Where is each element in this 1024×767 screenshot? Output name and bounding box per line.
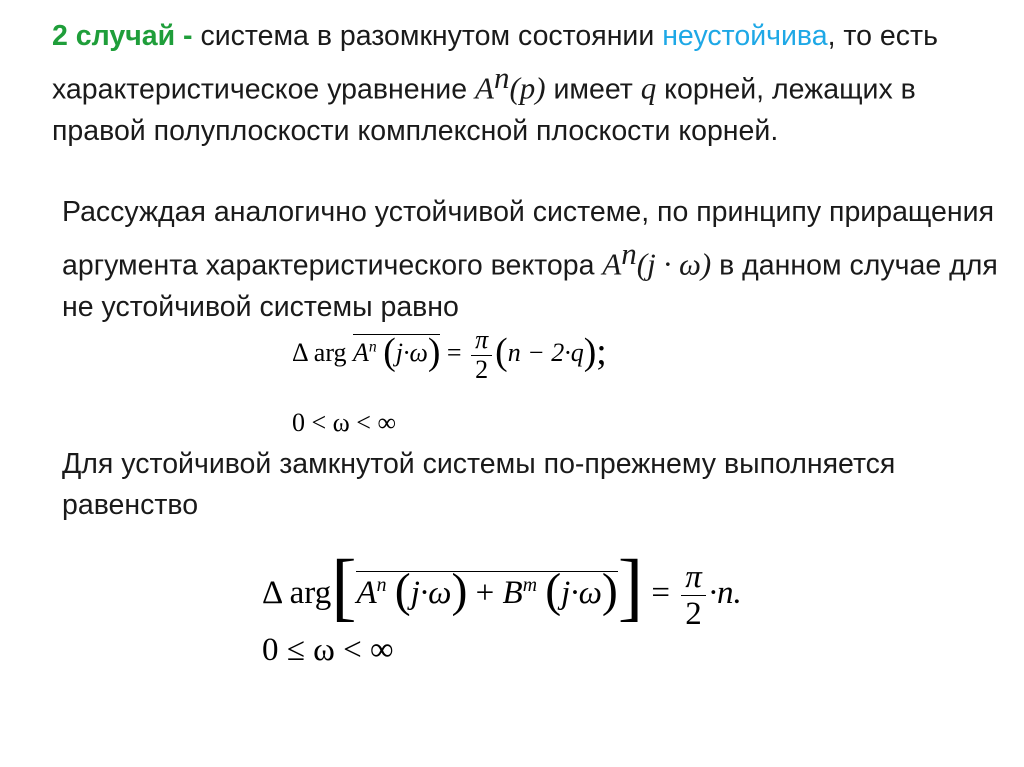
- case-label: 2 случай: [52, 20, 176, 52]
- vector-A: A: [356, 575, 377, 611]
- case-dash: -: [175, 20, 201, 52]
- exponent-n: n: [376, 574, 387, 596]
- paren-open-1: (: [394, 564, 411, 618]
- pi-over-2-fraction: [471, 326, 492, 384]
- rhs-expression: n − 2·q: [507, 338, 584, 368]
- paren-open-2: (: [545, 564, 562, 618]
- paragraph1-text-a: система в разомкнутом состоянии: [200, 20, 663, 52]
- math-argument: (j · ω): [636, 246, 712, 282]
- argument-j-omega-1: j·ω: [410, 575, 452, 611]
- formula-unstable-increment: [292, 326, 607, 384]
- fraction-numerator: π: [685, 558, 702, 595]
- argument-j-omega: j·ω: [395, 338, 428, 368]
- delta-arg: Δ arg: [262, 575, 332, 611]
- fraction-denominator: 2: [681, 595, 706, 632]
- math-n: n: [493, 60, 510, 95]
- delta-arg: Δ arg: [292, 338, 354, 368]
- paragraph-case-2: [52, 16, 1002, 152]
- paragraph1-text-c: имеет: [545, 73, 641, 106]
- formula-closed-loop-range: 0 ≤ ω < ∞: [262, 632, 394, 668]
- rhs-paren-open: (: [495, 330, 508, 373]
- paragraph1-text-d: корней, лежащих в правой полуплоскости комплексной плоскости корней.: [52, 73, 916, 147]
- paragraph1-text-b: , то есть характеристическое уравнение: [52, 20, 938, 106]
- exponent-n: n: [368, 338, 377, 356]
- rhs-paren-close: );: [583, 330, 607, 373]
- math-A: A: [602, 246, 622, 282]
- formula-closed-loop-increment: [262, 545, 742, 632]
- times-n: ·n.: [708, 575, 742, 611]
- paren-close-2: ): [601, 564, 618, 618]
- bracket-open: [: [331, 545, 357, 630]
- exponent-m: m: [522, 574, 537, 596]
- math-n: n: [621, 236, 637, 271]
- equals-sign: =: [643, 575, 679, 611]
- overlined-sum: [356, 564, 618, 618]
- plus-sign: +: [467, 575, 503, 611]
- equals-sign: =: [440, 338, 469, 368]
- unstable-highlight: неустойчива: [662, 20, 828, 52]
- bracket-close: ]: [617, 545, 644, 630]
- paragraph2-text-b: в данном случае для не устойчивой системы равно: [62, 249, 998, 323]
- overlined-vector: [353, 330, 441, 373]
- paragraph-closed-loop: Для устойчивой замкнутой системы по-прежнему выполняется равенство: [62, 448, 896, 521]
- formula-unstable-range: 0 < ω < ∞: [292, 408, 396, 437]
- paren-close: ): [427, 330, 441, 373]
- paren-close-1: ): [451, 564, 468, 618]
- argument-j-omega-2: j·ω: [561, 575, 602, 611]
- pi-over-2-fraction: [681, 559, 706, 633]
- paragraph-reasoning: [62, 192, 1012, 328]
- math-A: A: [475, 70, 494, 106]
- vector-A: A: [353, 338, 369, 368]
- fraction-denominator: 2: [471, 355, 492, 385]
- math-q: q: [640, 70, 657, 106]
- paren-open: (: [383, 330, 396, 373]
- math-p: (p): [509, 70, 546, 106]
- paragraph2-text-a: Рассуждая аналогично устойчивой системе, по принципу приращения аргумента характеристического вектора: [62, 196, 994, 282]
- vector-B: B: [502, 575, 523, 611]
- fraction-numerator: π: [475, 325, 489, 354]
